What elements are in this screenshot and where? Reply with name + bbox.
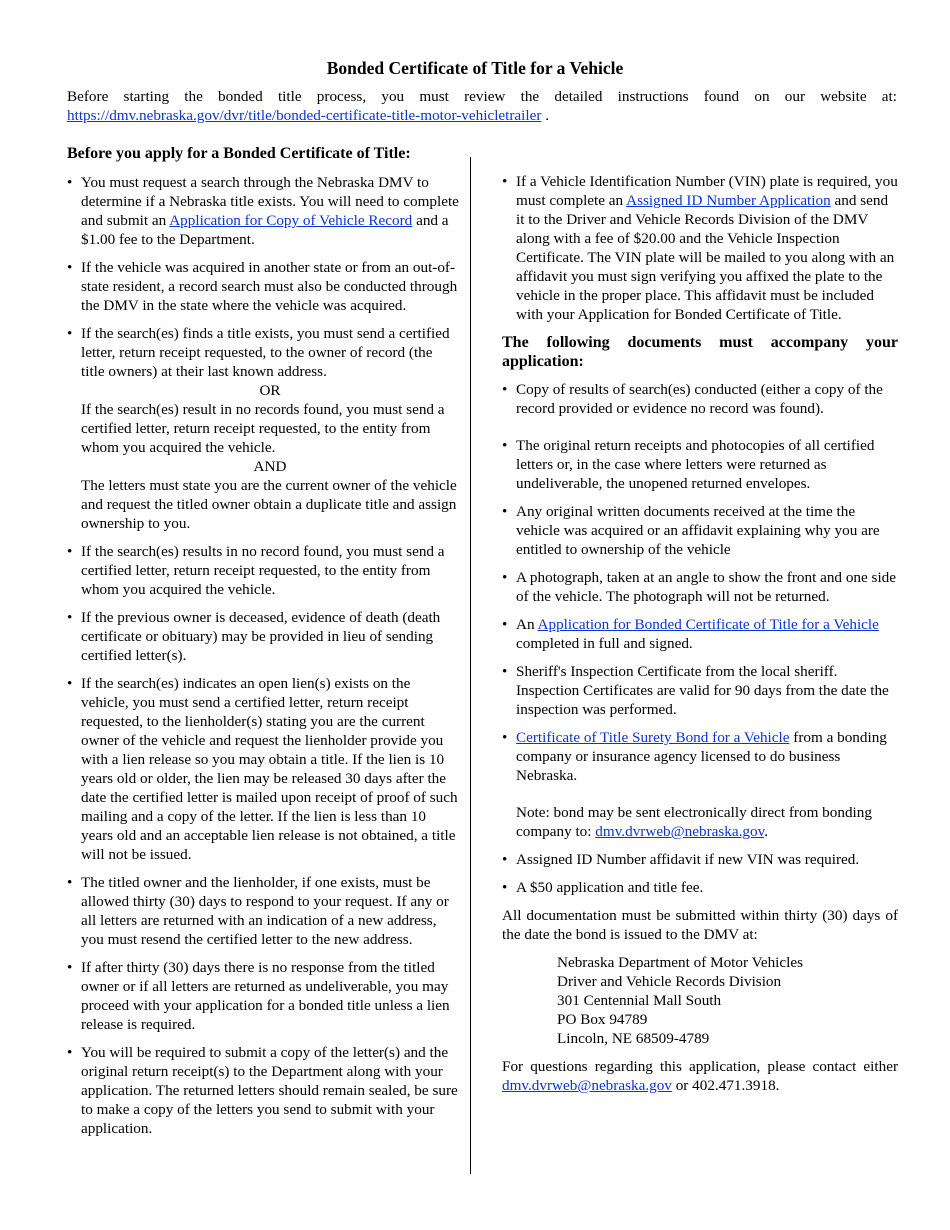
- bullet-text: and a $1.00 fee to the Department.: [81, 212, 449, 248]
- surety-bond-link[interactable]: Certificate of Title Surety Bond for a Vehicle: [516, 729, 790, 746]
- list-item: • If the vehicle was acquired in another state or from an out-of-state resident, a record search must also be conducted through the DMV in the state where the vehicle was acquired.: [67, 258, 459, 315]
- contact-phone-text: or 402.471.3918.: [675, 1077, 780, 1094]
- bullet-text: If the search(es) result in no records found, you must send a certified letter, return receipt requested, to the entity from whom you acquired the vehicle.: [81, 401, 445, 456]
- address-line: Lincoln, NE 68509-4789: [557, 1030, 710, 1047]
- documents-heading: The following documents must accompany your application:: [502, 334, 898, 370]
- or-separator: OR: [259, 382, 281, 399]
- bullet-text: You must request a search through the Nebraska DMV to determine if a Nebraska title exists. You will need to complete and submit an: [81, 174, 459, 229]
- bullet-text: and send it to the Driver and Vehicle Records Division of the DMV along with a fee of $20.00 and the Vehicle Inspection Certificate. The VIN plate will be mailed to you along with an affidavit you must sign verifying you affixed the plate to the vehicle in the proper place. This affidavit must be included with your Application for Bonded Certificate of Title.: [516, 192, 895, 323]
- list-item: • The original return receipts and photocopies of all certified letters or, in the case where letters were returned as undeliverable, the unopened returned envelopes.: [502, 436, 898, 493]
- intro-paragraph: [67, 87, 897, 125]
- list-item: [502, 728, 898, 841]
- bonded-title-application-link[interactable]: Application for Bonded Certificate of Title for a Vehicle: [537, 616, 879, 633]
- vin-list: [502, 172, 898, 324]
- contact-email-link[interactable]: dmv.dvrweb@nebraska.gov: [502, 1077, 672, 1094]
- list-item: • The titled owner and the lienholder, if one exists, must be allowed thirty (30) days to respond to your request. If any or all letters are returned with an indication of a new address, you must resend the certified letter to the new address.: [67, 873, 459, 949]
- submission-paragraph: All documentation must be submitted within thirty (30) days of the date the bond is issued to the DMV at:: [502, 907, 898, 943]
- right-column: [502, 172, 898, 1104]
- and-separator: AND: [253, 458, 287, 475]
- intro-end: .: [545, 107, 550, 124]
- bullet-text: • If the search(es) finds a title exists, you must send a certified letter, return receipt requested, to the owner of record (the title owners) at their last known address.: [81, 325, 450, 380]
- list-item: • Copy of results of search(es) conducted (either a copy of the record provided or evidence no record was found).: [502, 380, 898, 418]
- list-item: • If the search(es) results in no record found, you must send a certified letter, return receipt requested, to the entity from whom you acquired the vehicle.: [67, 542, 459, 599]
- address-line: Nebraska Department of Motor Vehicles: [557, 954, 804, 971]
- list-item: [502, 615, 898, 653]
- address-line: Driver and Vehicle Records Division: [557, 973, 782, 990]
- column-divider: [470, 157, 471, 1174]
- mailing-address: [557, 953, 898, 1048]
- list-item: • You will be required to submit a copy of the letter(s) and the original return receipt(s) to the Department along with your application. The returned letters should remain sealed, be sure to make a copy of the letters you send to submit with your application.: [67, 1043, 459, 1138]
- left-column: [67, 144, 459, 1147]
- note-end: .: [764, 823, 769, 840]
- list-item: • A $50 application and title fee.: [502, 878, 898, 897]
- bullet-text: An: [516, 616, 535, 633]
- spacer: [516, 785, 898, 803]
- list-item: • Sheriff's Inspection Certificate from the local sheriff. Inspection Certificates are valid for 90 days from the date the inspection was performed.: [502, 662, 898, 719]
- instructions-link[interactable]: https://dmv.nebraska.gov/dvr/title/bonded-certificate-title-motor-vehicletrailer: [67, 107, 542, 124]
- contact-text: For questions regarding this application, please contact either: [502, 1058, 898, 1075]
- bullet-text: The letters must state you are the current owner of the vehicle and request the titled owner obtain a duplicate title and assign ownership to you.: [81, 477, 457, 532]
- list-item: • If the previous owner is deceased, evidence of death (death certificate or obituary) may be provided in lieu of sending certified letter(s).: [67, 608, 459, 665]
- list-item: • If the search(es) indicates an open lien(s) exists on the vehicle, you must send a certified letter, return receipt requested, to the lienholder(s) stating you are the current owner of the vehicle and request the lienholder provide you with a lien release so you may obtain a title. If the lien is 10 years old or older, the lien may be released 30 days after the date the certified letter is mailed upon receipt of proof of such mailing and a copy of the letter. If the lien is less than 10 years old and an acceptable lien release is not obtained, a title will not be issued.: [67, 674, 459, 864]
- address-line: 301 Centennial Mall South: [557, 992, 722, 1009]
- bond-email-link[interactable]: dmv.dvrweb@nebraska.gov: [595, 823, 765, 840]
- bullet-text: from a bonding company or insurance agency licensed to do business Nebraska.: [516, 729, 887, 784]
- list-item: [67, 324, 459, 533]
- list-item: [502, 172, 898, 324]
- bullet-text: If a Vehicle Identification Number (VIN) plate is required, you must complete an: [516, 173, 898, 209]
- address-line: PO Box 94789: [557, 1011, 648, 1028]
- left-heading: Before you apply for a Bonded Certificate of Title:: [67, 145, 411, 162]
- intro-text: Before starting the bonded title process, you must review the detailed instructions found on our website at:: [67, 88, 897, 105]
- application-copy-record-link[interactable]: Application for Copy of Vehicle Record: [169, 212, 413, 229]
- page-title: Bonded Certificate of Title for a Vehicle: [326, 58, 624, 78]
- list-item: • If after thirty (30) days there is no response from the titled owner or if all letters are returned as undeliverable, you may proceed with your application for a bonded title unless a lien release is required.: [67, 958, 459, 1034]
- list-item: • A photograph, taken at an angle to show the front and one side of the vehicle. The photograph will not be returned.: [502, 568, 898, 606]
- note-text: Note: bond may be sent electronically direct from bonding company to:: [516, 804, 872, 840]
- list-item: • Any original written documents received at the time the vehicle was acquired or an affidavit explaining why you are entitled to ownership of the vehicle: [502, 502, 898, 559]
- bullet-text: completed in full and signed.: [516, 635, 693, 652]
- requirements-list: [67, 173, 459, 1138]
- bond-note: [516, 803, 898, 841]
- list-item: • Assigned ID Number affidavit if new VIN was required.: [502, 850, 898, 869]
- list-item: [67, 173, 459, 249]
- documents-list: [502, 380, 898, 897]
- assigned-id-application-link[interactable]: Assigned ID Number Application: [626, 192, 831, 209]
- contact-paragraph: [502, 1057, 898, 1095]
